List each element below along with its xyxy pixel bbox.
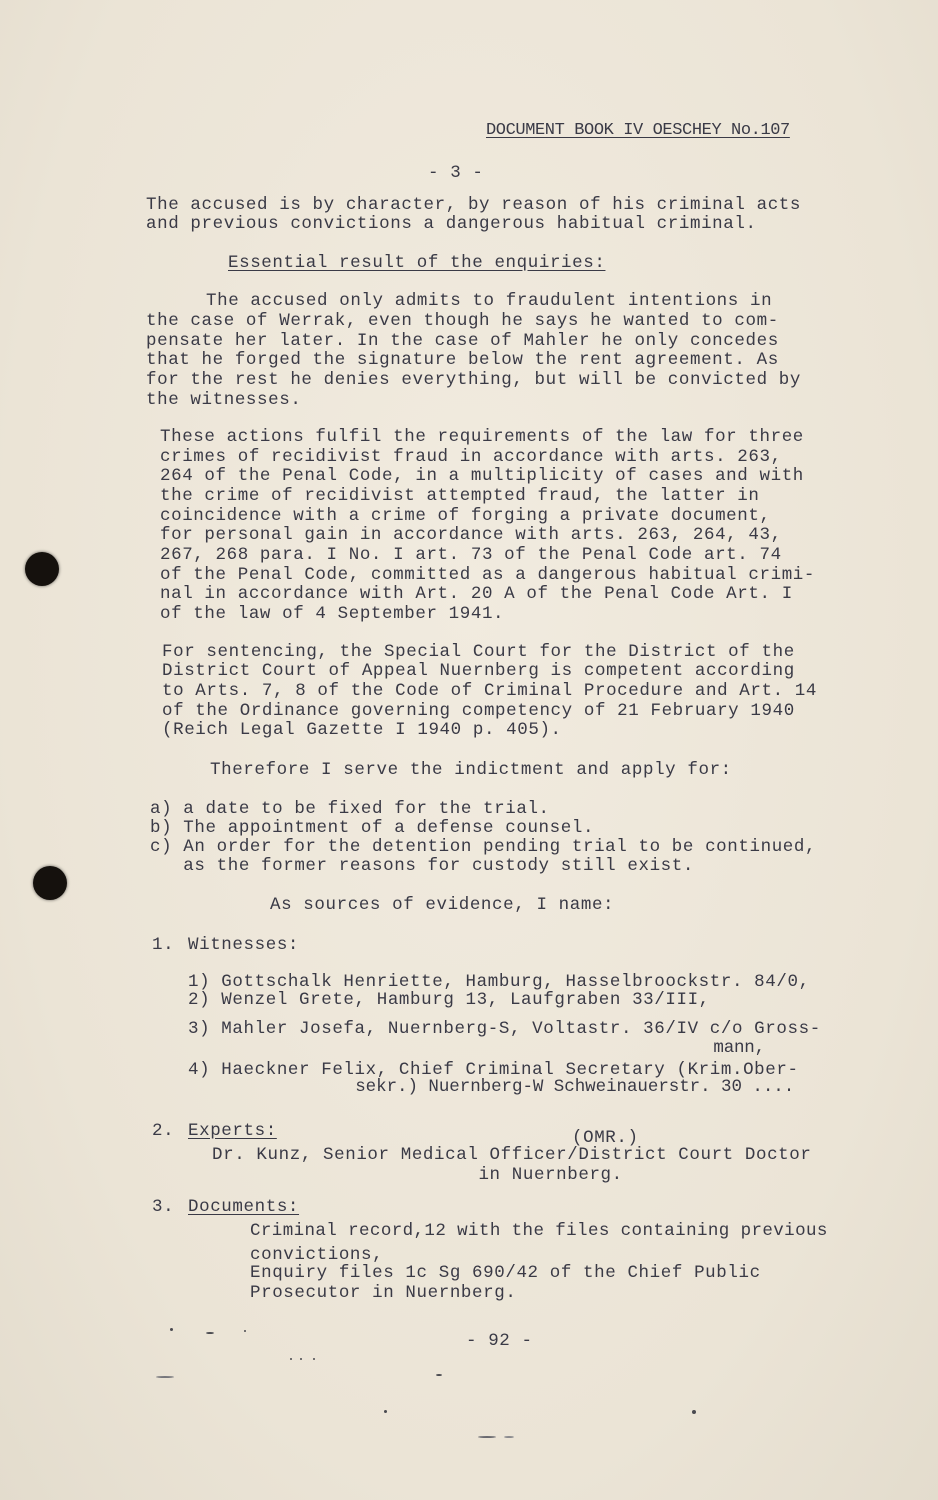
speck (206, 1332, 214, 1334)
speck (436, 1374, 442, 1376)
experts-number: 2. (152, 1121, 175, 1141)
paragraph-line: of the Ordinance governing competency of 21 February 1940 (162, 701, 795, 721)
paragraph-line: (Reich Legal Gazette I 1940 p. 405). (162, 720, 562, 740)
paragraph-line: for the rest he denies everything, but will be convicted by (146, 370, 802, 390)
page-number-top: - 3 - (428, 163, 484, 183)
paragraph-line: For sentencing, the Special Court for the District of the (162, 642, 795, 662)
witness-entry: 1) Gottschalk Henriette, Hamburg, Hasselbroockstr. 84/0, (188, 972, 810, 992)
speck (478, 1436, 496, 1438)
application-item: c) An order for the detention pending trial to be continued, (150, 837, 817, 857)
speck (504, 1436, 514, 1438)
paragraph-line: crimes of recidivist fraud in accordance with arts. 263, (160, 447, 782, 467)
paragraph-line: 267, 268 para. I No. I art. 73 of the Penal Code art. 74 (160, 545, 782, 565)
document-entry: Enquiry files 1c Sg 690/42 of the Chief Public (250, 1263, 761, 1283)
paragraph-line: the case of Werrak, even though he says he wanted to com- (146, 311, 779, 331)
paragraph-line: of the Penal Code, committed as a dangerous habitual crimi- (160, 565, 816, 585)
application-item: a) a date to be fixed for the trial. (150, 799, 550, 819)
speck (384, 1410, 387, 1413)
witnesses-heading: Witnesses: (188, 935, 300, 955)
speck (156, 1376, 174, 1378)
witness-entry: 2) Wenzel Grete, Hamburg 13, Laufgraben 33/III, (188, 990, 710, 1010)
paragraph-line: 264 of the Penal Code, in a multiplicity of cases and with (160, 466, 804, 486)
document-entry: convictions, (250, 1245, 384, 1265)
punch-hole-lower (33, 866, 67, 900)
paragraph-line: The accused only admits to fraudulent intentions in (206, 291, 773, 311)
paragraph-line: to Arts. 7, 8 of the Code of Criminal Procedure and Art. 14 (162, 681, 818, 701)
paragraph-line: of the law of 4 September 1941. (160, 604, 505, 624)
witness-entry: 3) Mahler Josefa, Nuernberg-S, Voltastr. 36/IV c/o Gross- (188, 1019, 821, 1039)
expert-entry: Dr. Kunz, Senior Medical Officer/District Court Doctor (212, 1145, 812, 1165)
witness-entry: mann, (188, 1038, 765, 1058)
evidence-intro: As sources of evidence, I name: (270, 895, 615, 915)
section-heading: Essential result of the enquiries: (228, 253, 606, 273)
speck (692, 1410, 696, 1414)
document-reference: DOCUMENT BOOK IV OESCHEY No.107 (486, 121, 790, 140)
speck (313, 1358, 315, 1360)
paragraph-line: the crime of recidivist attempted fraud, the latter in (160, 486, 760, 506)
paragraph-line: pensate her later. In the case of Mahler he only concedes (146, 331, 779, 351)
document-entry: Criminal record,12 with the files containing previous (250, 1221, 828, 1241)
paragraph-line: District Court of Appeal Nuernberg is competent according (162, 661, 795, 681)
page-number-bottom: - 92 - (466, 1331, 533, 1351)
paragraph-line: that he forged the signature below the rent agreement. As (146, 350, 779, 370)
apply-intro: Therefore I serve the indictment and apply for: (210, 760, 732, 780)
application-item: as the former reasons for custody still exist. (150, 856, 694, 876)
intro-line: and previous convictions a dangerous habitual criminal. (146, 214, 757, 234)
speck (244, 1330, 246, 1332)
experts-heading: Experts: (188, 1121, 277, 1141)
experts-abbreviation: (OMR.) (572, 1128, 639, 1148)
paragraph-line: These actions fulfil the requirements of the law for three (160, 427, 804, 447)
documents-heading: Documents: (188, 1197, 300, 1217)
paragraph-line: for personal gain in accordance with arts. 263, 264, 43, (160, 525, 782, 545)
speck (170, 1328, 173, 1331)
paragraph-line: nal in accordance with Art. 20 A of the Penal Code Art. I (160, 584, 793, 604)
speck (300, 1358, 302, 1360)
punch-hole-upper (25, 552, 59, 586)
document-entry: Prosecutor in Nuernberg. (250, 1283, 517, 1303)
application-item: b) The appointment of a defense counsel. (150, 818, 595, 838)
paragraph-line: the witnesses. (146, 390, 302, 410)
witness-entry: sekr.) Nuernberg-W Schweinauerstr. 30 .... (188, 1077, 795, 1097)
speck (290, 1358, 292, 1360)
witness-entry: 4) Haeckner Felix, Chief Criminal Secretary (Krim.Ober- (188, 1060, 799, 1080)
intro-line: The accused is by character, by reason of his criminal acts (146, 195, 802, 215)
witnesses-number: 1. (152, 935, 175, 955)
paragraph-line: coincidence with a crime of forging a private document, (160, 506, 771, 526)
documents-number: 3. (152, 1197, 175, 1217)
expert-entry: in Nuernberg. (212, 1165, 623, 1185)
